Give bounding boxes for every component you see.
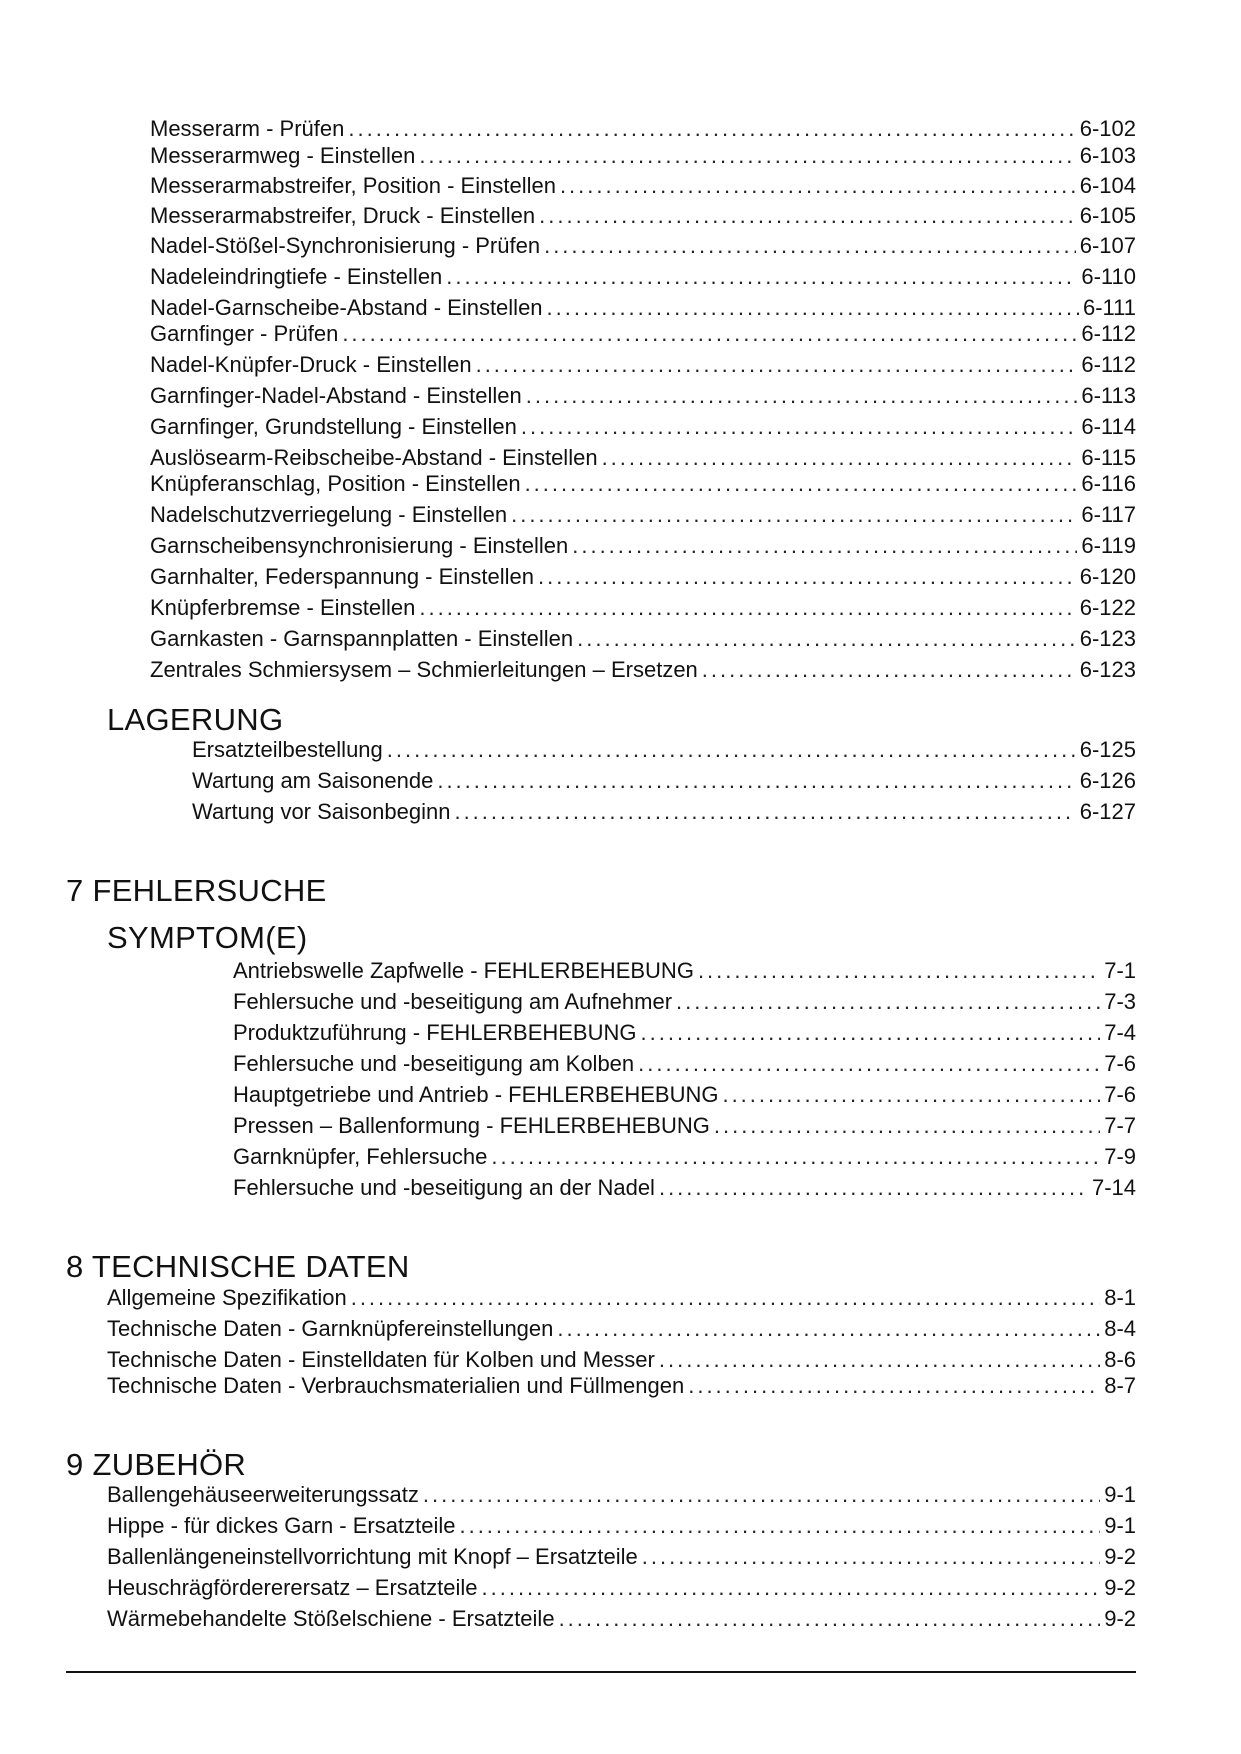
toc-page-number: 8-6: [1104, 1347, 1136, 1372]
toc-entry[interactable]: Allgemeine Spezifikation ..... 8-1: [107, 1285, 1136, 1311]
toc-entry[interactable]: Fehlersuche und -beseitigung am Kolben ..... 7-6: [233, 1051, 1136, 1077]
toc-entry[interactable]: Garnknüpfer, Fehlersuche ..... 7-9: [233, 1144, 1136, 1170]
toc-entry[interactable]: Fehlersuche und -beseitigung an der Nadel ..... 7-14: [233, 1175, 1136, 1201]
chapter-heading-8: 8 TECHNISCHE DATEN: [66, 1249, 410, 1284]
toc-page-number: 7-3: [1104, 989, 1136, 1014]
toc-page-number: 6-123: [1079, 626, 1136, 651]
toc-page-number: 8-7: [1104, 1373, 1136, 1398]
toc-entry[interactable]: Produktzuführung - FEHLERBEHEBUNG ..... 7-4: [233, 1020, 1136, 1046]
toc-page-number: 9-1: [1104, 1513, 1136, 1538]
footer-divider: [66, 1671, 1136, 1673]
toc-entry[interactable]: Technische Daten - Einstelldaten für Kolben und Messer ..... 8-6: [107, 1347, 1136, 1373]
toc-page-number: 9-1: [1104, 1482, 1136, 1507]
toc-entry[interactable]: Pressen – Ballenformung - FEHLERBEHEBUNG ..... 7-7: [233, 1113, 1136, 1139]
toc-page-number: 6-122: [1079, 595, 1136, 620]
toc-page-number: 7-1: [1104, 958, 1136, 983]
toc-page-number: 6-120: [1079, 564, 1136, 589]
toc-page-number: 8-1: [1104, 1285, 1136, 1310]
toc-page-number: 6-116: [1081, 471, 1136, 496]
toc-entry[interactable]: Wärmebehandelte Stößelschiene - Ersatzteile ..... 9-2: [107, 1606, 1136, 1632]
toc-page-number: 7-6: [1104, 1051, 1136, 1076]
chapter-heading-7: 7 FEHLERSUCHE: [66, 873, 327, 908]
toc-page-number: 7-7: [1104, 1113, 1136, 1138]
toc-page-number: 6-107: [1079, 233, 1136, 258]
toc-entry[interactable]: Messerarmabstreifer, Position - Einstellen ..... 6-104: [150, 173, 1136, 199]
toc-page-number: 6-114: [1081, 414, 1136, 439]
toc-page-number: 6-110: [1081, 264, 1136, 289]
toc-entry[interactable]: Hauptgetriebe und Antrieb - FEHLERBEHEBUNG ..... 7-6: [233, 1082, 1136, 1108]
toc-page-number: 9-2: [1104, 1606, 1136, 1631]
toc-entry[interactable]: Nadeleindringtiefe - Einstellen ..... 6-110: [150, 264, 1136, 290]
toc-entry[interactable]: Nadelschutzverriegelung - Einstellen ..... 6-117: [150, 502, 1136, 528]
toc-page-number: 7-14: [1091, 1175, 1136, 1200]
toc-entry[interactable]: Garnfinger - Prüfen ..... 6-112: [150, 321, 1136, 347]
toc-entry[interactable]: Messerarm - Prüfen ..... 6-102: [150, 116, 1136, 142]
toc-page-number: 6-125: [1079, 737, 1136, 762]
toc-entry[interactable]: Antriebswelle Zapfwelle - FEHLERBEHEBUNG ..... 7-1: [233, 958, 1136, 984]
toc-page-number: 6-126: [1079, 768, 1136, 793]
toc-entry[interactable]: Auslösearm-Reibscheibe-Abstand - Einstellen ..... 6-115: [150, 445, 1136, 471]
toc-entry[interactable]: Fehlersuche und -beseitigung am Aufnehmer ..... 7-3: [233, 989, 1136, 1015]
toc-page-number: 6-102: [1079, 116, 1136, 141]
toc-entry[interactable]: Wartung vor Saisonbeginn ..... 6-127: [192, 799, 1136, 825]
toc-page-number: 6-123: [1079, 657, 1136, 682]
toc-entry[interactable]: Knüpferanschlag, Position - Einstellen ..... 6-116: [150, 471, 1136, 497]
toc-page-number: 6-113: [1081, 383, 1136, 408]
toc-page-number: 6-127: [1079, 799, 1136, 824]
toc-page-number: 7-6: [1104, 1082, 1136, 1107]
toc-page-number: 6-112: [1081, 352, 1136, 377]
toc-entry[interactable]: Ballengehäuseerweiterungssatz ..... 9-1: [107, 1482, 1136, 1508]
toc-entry[interactable]: Technische Daten - Garnknüpfereinstellungen ..... 8-4: [107, 1316, 1136, 1342]
toc-page-number: 6-117: [1081, 502, 1136, 527]
toc-entry[interactable]: Knüpferbremse - Einstellen ..... 6-122: [150, 595, 1136, 621]
toc-page-number: 6-115: [1081, 445, 1136, 470]
toc-page-number: 6-103: [1079, 143, 1136, 168]
toc-entry[interactable]: Messerarmabstreifer, Druck - Einstellen ..... 6-105: [150, 203, 1136, 229]
toc-entry[interactable]: Garnfinger, Grundstellung - Einstellen ..... 6-114: [150, 414, 1136, 440]
toc-entry[interactable]: Ballenlängeneinstellvorrichtung mit Knopf – Ersatzteile ..... 9-2: [107, 1544, 1136, 1570]
toc-page-number: 6-104: [1079, 173, 1136, 198]
toc-entry[interactable]: Nadel-Stößel-Synchronisierung - Prüfen ..... 6-107: [150, 233, 1136, 259]
toc-page-number: 6-105: [1079, 203, 1136, 228]
toc-entry[interactable]: Nadel-Knüpfer-Druck - Einstellen ..... 6-112: [150, 352, 1136, 378]
toc-entry[interactable]: Zentrales Schmiersysem – Schmierleitungen – Ersetzen ..... 6-123: [150, 657, 1136, 683]
toc-page-number: 6-112: [1081, 321, 1136, 346]
chapter-heading-9: 9 ZUBEHÖR: [66, 1447, 247, 1482]
toc-entry[interactable]: Heuschrägfördererersatz – Ersatzteile ..... 9-2: [107, 1575, 1136, 1601]
toc-page-number: 9-2: [1104, 1544, 1136, 1569]
toc-page-number: 6-119: [1081, 533, 1136, 558]
toc-entry[interactable]: Technische Daten - Verbrauchsmaterialien und Füllmengen ..... 8-7: [107, 1373, 1136, 1399]
toc-entry[interactable]: Garnhalter, Federspannung - Einstellen ..... 6-120: [150, 564, 1136, 590]
toc-entry[interactable]: Ersatzteilbestellung ..... 6-125: [192, 737, 1136, 763]
toc-page-number: 7-4: [1104, 1020, 1136, 1045]
section-heading-lagerung: LAGERUNG: [107, 702, 284, 737]
toc-entry[interactable]: Messerarmweg - Einstellen ..... 6-103: [150, 143, 1136, 169]
toc-page-number: 6-111: [1082, 295, 1136, 320]
toc-page-number: 9-2: [1104, 1575, 1136, 1600]
toc-entry[interactable]: Wartung am Saisonende ..... 6-126: [192, 768, 1136, 794]
section-heading-symptome: SYMPTOM(E): [107, 920, 308, 955]
toc-page-number: 7-9: [1104, 1144, 1136, 1169]
toc-entry[interactable]: Garnkasten - Garnspannplatten - Einstellen ..... 6-123: [150, 626, 1136, 652]
toc-entry[interactable]: Garnscheibensynchronisierung - Einstellen ..... 6-119: [150, 533, 1136, 559]
toc-page-number: 8-4: [1104, 1316, 1136, 1341]
toc-entry[interactable]: Garnfinger-Nadel-Abstand - Einstellen ..... 6-113: [150, 383, 1136, 409]
toc-entry[interactable]: Nadel-Garnscheibe-Abstand - Einstellen ..... 6-111: [150, 295, 1136, 321]
toc-entry[interactable]: Hippe - für dickes Garn - Ersatzteile ..... 9-1: [107, 1513, 1136, 1539]
